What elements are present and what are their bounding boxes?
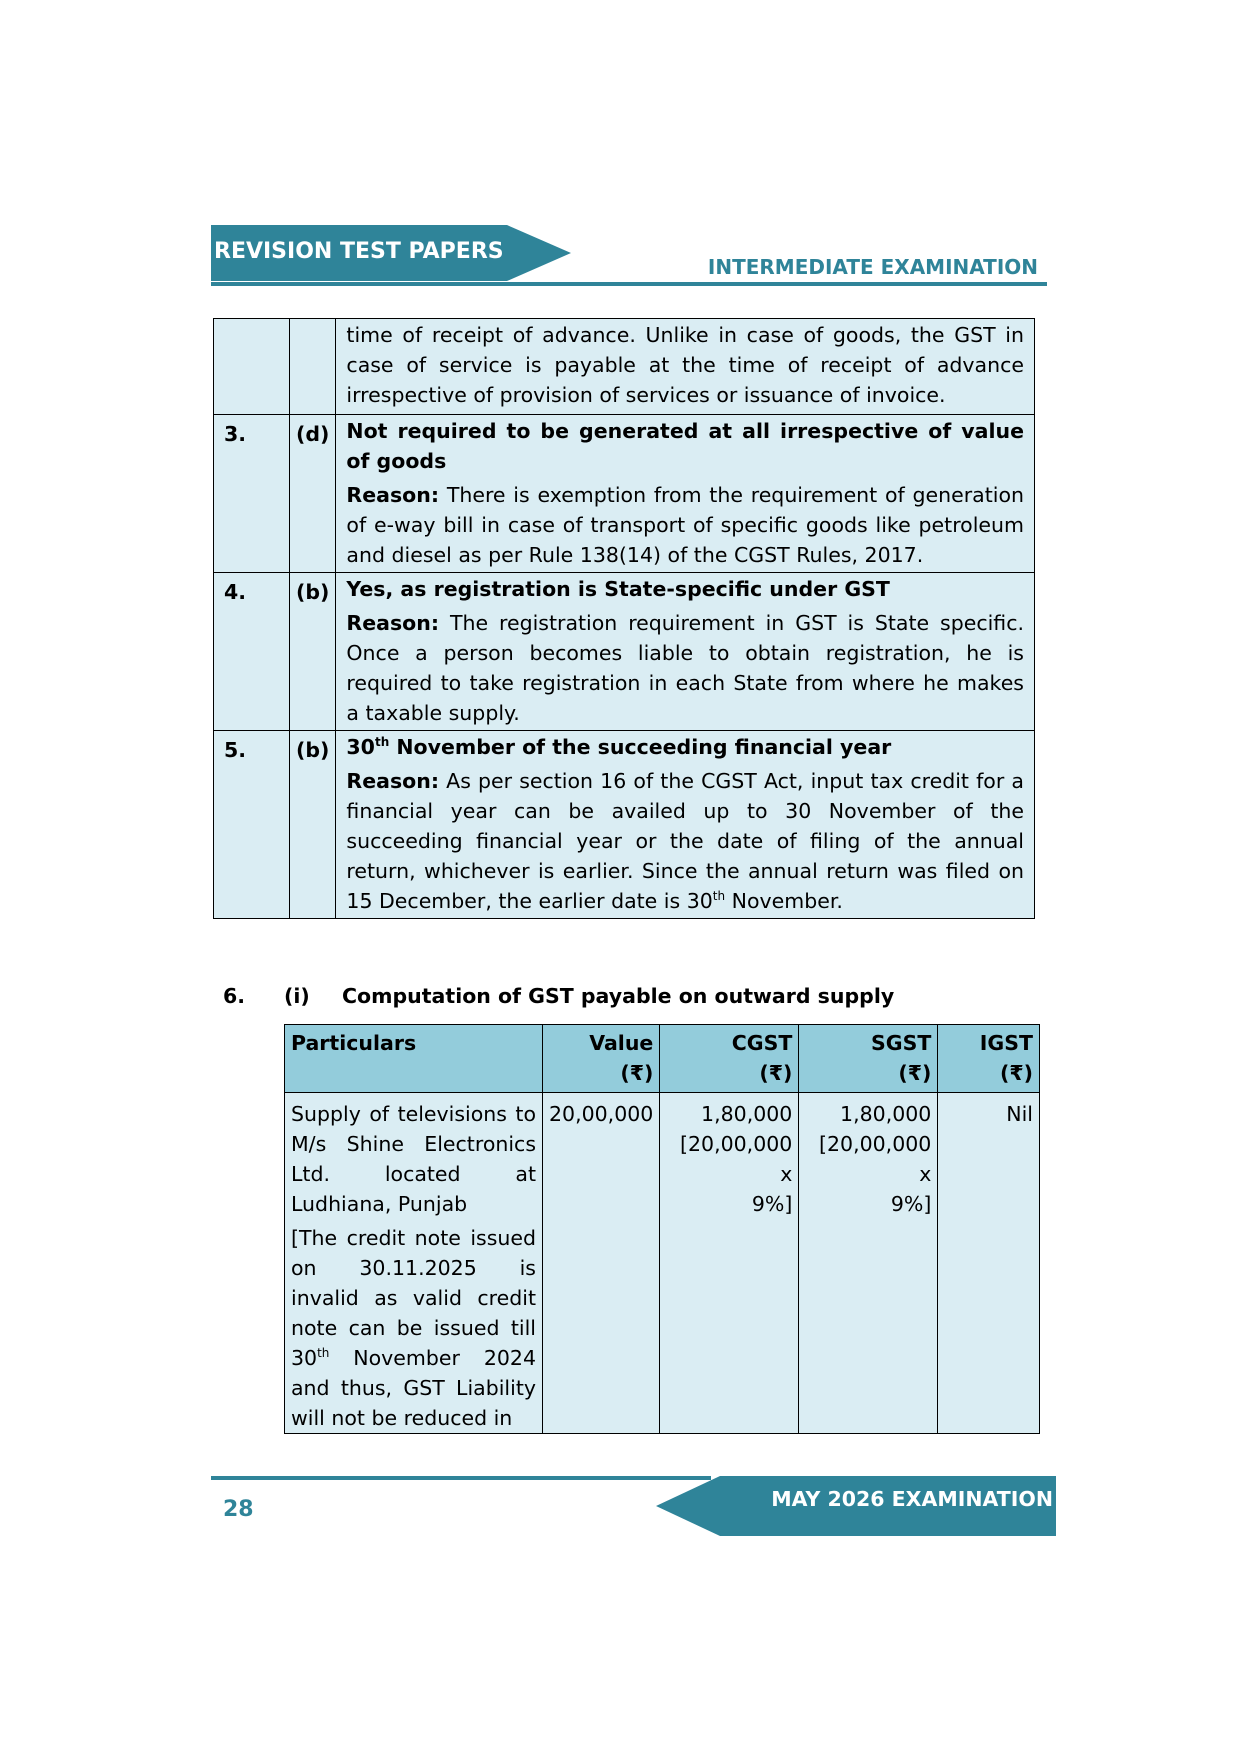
table-row bbox=[214, 319, 1035, 415]
answer-option: (d) bbox=[290, 415, 336, 573]
answer-reason: Reason: There is exemption from the requirement of generation of e-way bill in case of transport of specific goods like petroleum and diesel as per Rule 138(14) of the CGST Rules, 2017. bbox=[346, 483, 1024, 567]
header-tab-label: REVISION TEST PAPERS bbox=[214, 239, 504, 264]
question-number: 3. bbox=[214, 415, 290, 573]
table-header-row bbox=[285, 1025, 1040, 1093]
answer-statement: Not required to be generated at all irrespective of value of goods bbox=[346, 419, 1024, 473]
header-rule bbox=[211, 282, 1047, 286]
col-igst: IGST (₹) bbox=[938, 1025, 1040, 1093]
question6-part: (i) bbox=[284, 984, 310, 1008]
answer-statement: Yes, as registration is State-specific under GST bbox=[346, 577, 890, 601]
col-cgst: CGST (₹) bbox=[660, 1025, 799, 1093]
answer-reason: Reason: The registration requirement in GST is State specific. Once a person becomes liable to obtain registration, he is required to take registration in each State from where he makes a taxable supply. bbox=[346, 611, 1024, 725]
table-row bbox=[214, 573, 1035, 731]
cell-igst: Nil bbox=[938, 1093, 1040, 1434]
col-sgst: SGST (₹) bbox=[799, 1025, 938, 1093]
continuation-text: time of receipt of advance. Unlike in case of goods, the GST in case of service is payable at the time of receipt of advance irrespective of provision of services or issuance of invoice. bbox=[336, 319, 1035, 415]
gst-computation-table bbox=[284, 1024, 1040, 1434]
cell-particulars: Supply of televisions to M/s Shine Electronics Ltd. located at Ludhiana, Punjab [The credit note issued on 30.11.2025 is invalid as valid credit note can be issued till 30th November 2024 and thus, GST Liability will not be reduced in bbox=[285, 1093, 543, 1434]
col-value: Value (₹) bbox=[543, 1025, 660, 1093]
question-number: 5. bbox=[214, 731, 290, 919]
col-particulars: Particulars bbox=[285, 1025, 543, 1093]
footer-exam-title: MAY 2026 EXAMINATION bbox=[771, 1487, 1053, 1511]
header-exam-title: INTERMEDIATE EXAMINATION bbox=[707, 255, 1038, 279]
table-row bbox=[214, 731, 1035, 919]
answer-option: (b) bbox=[290, 573, 336, 731]
table-row bbox=[214, 415, 1035, 573]
answer-reason: Reason: As per section 16 of the CGST Act, input tax credit for a financial year can be availed up to 30 November of the succeeding financial year or the date of filing of the annual return, whichever is earlier. Since the annual return was filed on 15 December, the earlier date is 30th November. bbox=[346, 769, 1024, 913]
cell-value: 20,00,000 bbox=[543, 1093, 660, 1434]
question6-title: Computation of GST payable on outward supply bbox=[342, 984, 895, 1008]
table-row bbox=[285, 1093, 1040, 1434]
answer-statement: 30th November of the succeeding financial year bbox=[346, 735, 892, 759]
header-tab bbox=[211, 225, 571, 285]
question-number: 4. bbox=[214, 573, 290, 731]
answers-table bbox=[213, 318, 1035, 919]
question6-number: 6. bbox=[223, 984, 246, 1008]
cell-cgst: 1,80,000 [20,00,000 x 9%] bbox=[660, 1093, 799, 1434]
footer-rule bbox=[211, 1476, 711, 1480]
page-number: 28 bbox=[223, 1497, 254, 1522]
cell-sgst: 1,80,000 [20,00,000 x 9%] bbox=[799, 1093, 938, 1434]
answer-option: (b) bbox=[290, 731, 336, 919]
